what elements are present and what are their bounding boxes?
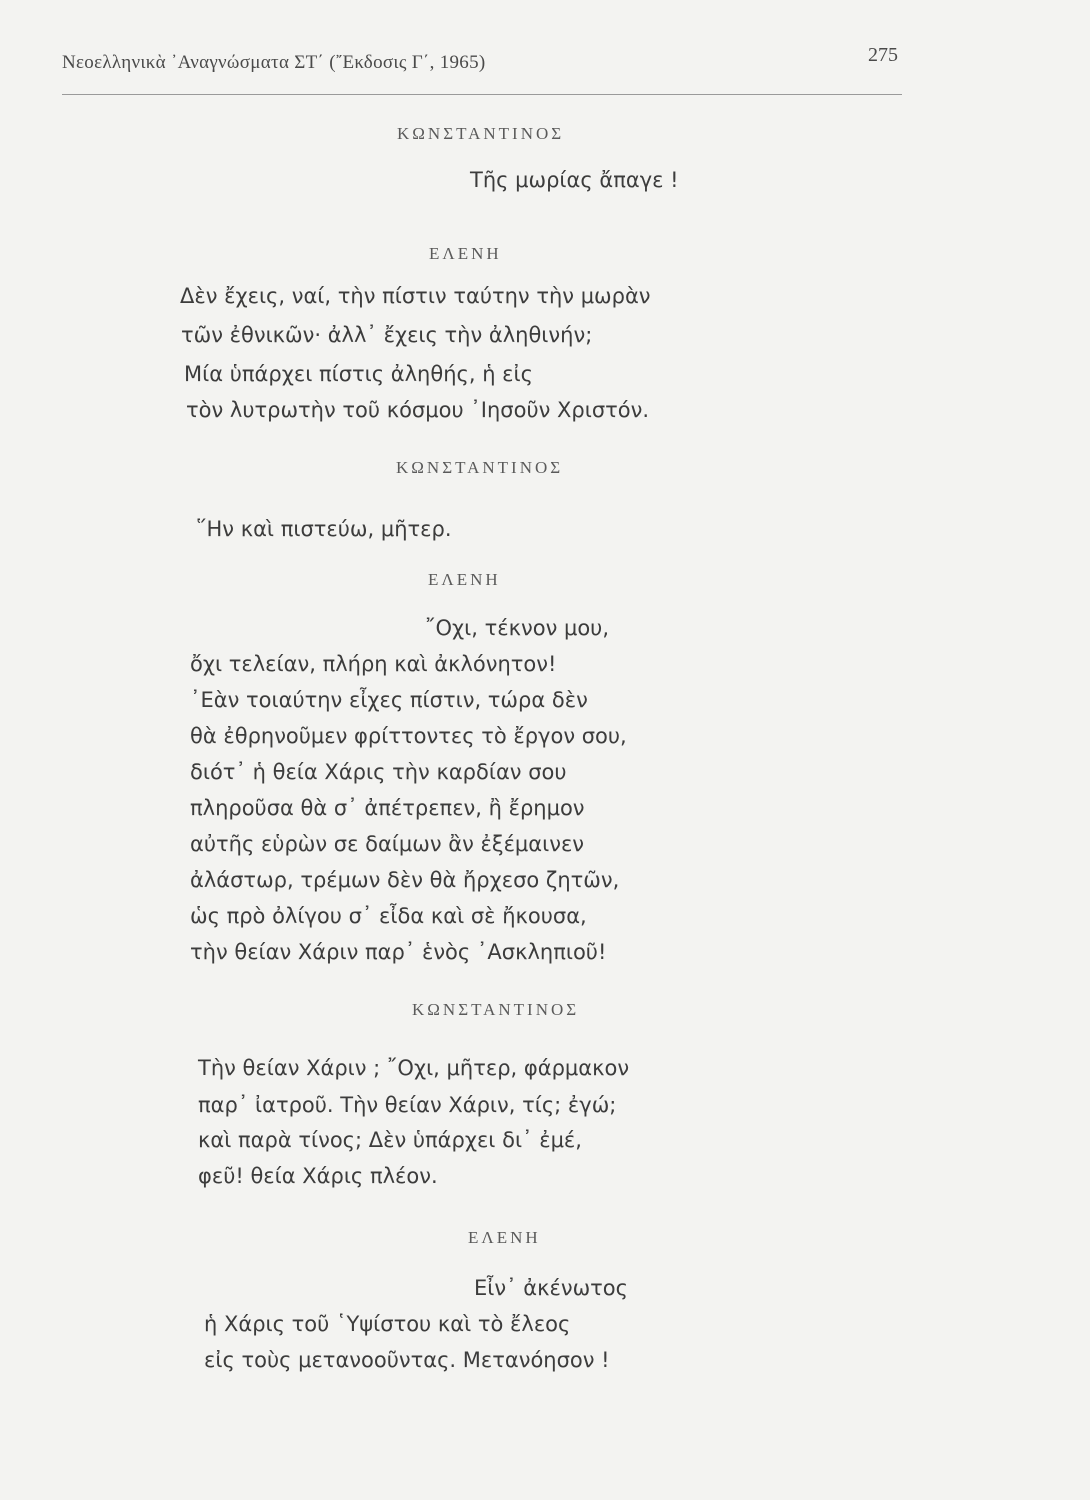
verse-line: τὸν λυτρωτὴν τοῦ κόσμου ᾿Ιησοῦν Χριστόν. [186, 398, 650, 422]
verse-line: Εἶν᾿ ἀκένωτος [474, 1276, 628, 1300]
speaker-name: ΚΩΝΣΤΑΝΤΙΝΟΣ [412, 1000, 580, 1019]
verse-line: εἰς τοὺς μετανοοῦντας. Μετανόησον ! [204, 1348, 610, 1372]
running-title: Νεοελληνικὰ ᾿Αναγνώσματα ΣΤ΄ (῎Εκδοσις Γ΄, 1965) [62, 52, 486, 73]
speaker-name: ΕΛΕΝΗ [428, 570, 501, 589]
verse-line: διότ᾿ ἡ θεία Χάρις τὴν καρδίαν σου [190, 760, 567, 784]
verse-line: καὶ παρὰ τίνος; Δὲν ὑπάρχει δι᾿ ἐμέ, [198, 1128, 582, 1152]
verse-line: αὐτῆς εὑρὼν σε δαίμων ἂν ἐξέμαινεν [190, 832, 585, 856]
verse-line: ὡς πρὸ ὀλίγου σ᾿ εἶδα καὶ σὲ ἤκουσα, [190, 904, 587, 928]
verse-line: ὄχι τελείαν, πλήρη καὶ ἀκλόνητον! [190, 652, 557, 676]
verse-line: ῞Ην καὶ πιστεύω, μῆτερ. [196, 517, 452, 541]
verse-line: πληροῦσα θὰ σ᾿ ἀπέτρεπεν, ἢ ἔρημον [190, 796, 585, 820]
verse-line: θὰ ἐθρηνοῦμεν φρίττοντες τὸ ἔργον σου, [190, 724, 627, 748]
page-number: 275 [868, 44, 898, 66]
verse-line: ῎Οχι, τέκνον μου, [425, 616, 610, 640]
verse-line: φεῦ! θεία Χάρις πλέον. [198, 1164, 438, 1188]
verse-line: ἀλάστωρ, τρέμων δὲν θὰ ἤρχεσο ζητῶν, [190, 868, 620, 892]
speaker-name: ΕΛΕΝΗ [429, 244, 502, 263]
verse-line: Τῆς μωρίας ἄπαγε ! [470, 168, 679, 192]
verse-line: Μία ὑπάρχει πίστις ἀληθής, ἡ εἰς [184, 362, 533, 386]
verse-line: ἡ Χάρις τοῦ ῾Υψίστου καὶ τὸ ἔλεος [204, 1312, 571, 1336]
speaker-name: ΕΛΕΝΗ [468, 1228, 541, 1247]
running-header [62, 44, 902, 95]
speaker-name: ΚΩΝΣΤΑΝΤΙΝΟΣ [397, 124, 565, 143]
verse-line: ᾿Εὰν τοιαύτην εἶχες πίστιν, τώρα δὲν [190, 688, 588, 712]
verse-line: παρ᾿ ἰατροῦ. Τὴν θείαν Χάριν, τίς; ἐγώ; [198, 1093, 617, 1117]
verse-line: τὴν θείαν Χάριν παρ᾿ ἑνὸς ᾿Ασκληπιοῦ! [190, 940, 607, 964]
verse-line: τῶν ἐθνικῶν· ἀλλ᾿ ἔχεις τὴν ἀληθινήν; [181, 323, 593, 347]
speaker-name: ΚΩΝΣΤΑΝΤΙΝΟΣ [396, 458, 564, 477]
verse-line: Δὲν ἔχεις, ναί, τὴν πίστιν ταύτην τὴν μωρὰν [180, 284, 651, 308]
verse-line: Τὴν θείαν Χάριν ; ῎Οχι, μῆτερ, φάρμακον [198, 1056, 630, 1080]
